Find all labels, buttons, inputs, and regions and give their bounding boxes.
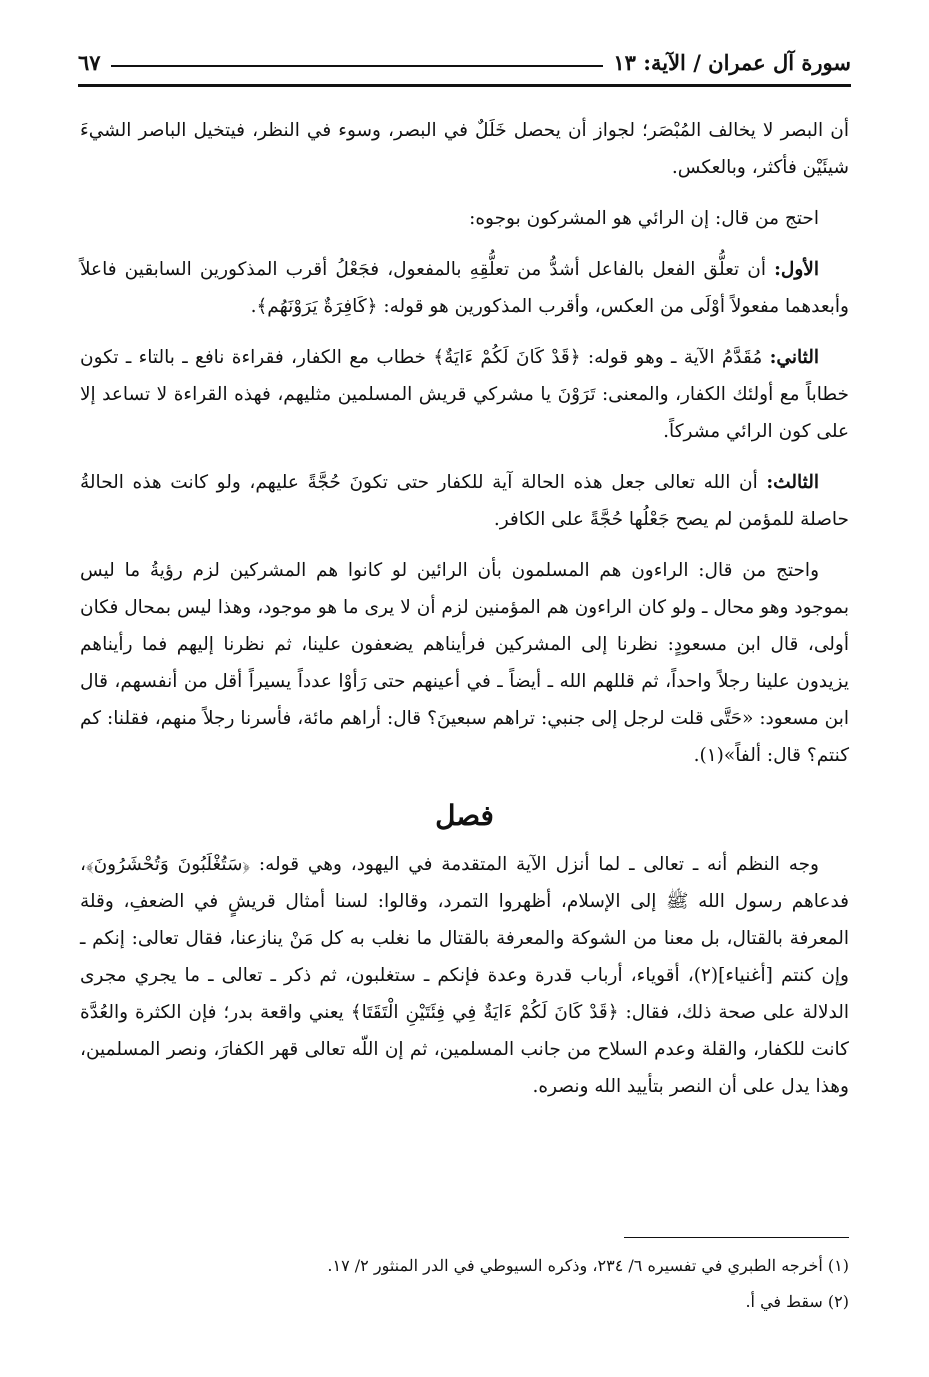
- section-heading: فصل: [435, 799, 494, 832]
- paragraph: واحتج من قال: الراءون هم المسلمون بأن الرائين لو كانوا هم المشركين لزم رؤيةُ ما ليس بموجود وهو محال ـ ولو كان الراءون هم المؤمنين لزم أن لا يرى ما هو موجود، وهذا ليس بمحال فكان أولى، قال ابن مسعودٍ: نظرنا إلى المشركين فرأيناهم يضعفون علينا، ثم نظرنا إليهم فما رأيناهم يزيدون علينا رجلاً واحداً، ثم قللهم الله ـ أيضاً ـ في أعينهم حتى رَأوْا عدداً يسيراً أقل من أنفسهم، قال ابن مسعود: «حَتَّى قلت لرجل إلى جنبي: تراهم سبعينَ؟ قال: أراهم مائة، فأسرنا رجلاً منهم، فقلنا: كم كنتم؟ قال: ألفاً»(١).: [80, 560, 849, 766]
- page-header: [78, 40, 851, 87]
- point-label: الثالث:: [766, 472, 819, 493]
- point-label: الأول:: [774, 259, 819, 280]
- footnote-separator: [624, 1237, 849, 1238]
- main-text: [80, 112, 849, 1119]
- point-label: الثاني:: [769, 347, 819, 368]
- paragraph: الثالث: أن الله تعالى جعل هذه الحالة آية للكفار حتى تكونَ حُجَّةً عليهم، ولو كانت هذه الحالةُ حاصلة للمؤمن لم يصح جَعْلُها حُجَّةً على الكافر.: [80, 472, 849, 530]
- page-number: ٦٧: [78, 49, 101, 75]
- footnote: (٢) سقط في أ.: [745, 1292, 849, 1311]
- section-paragraph: وجه النظم أنه ـ تعالى ـ لما أنزل الآية المتقدمة في اليهود، وهي قوله: ﴿سَتُغْلَبُونَ وَتُحْشَرُونَ﴾، فدعاهم رسول الله ﷺ إلى الإسلام، أظهروا التمرد، وقالوا: لسنا أمثال قريشٍ في الضعفِ، وقلة المعرفة بالقتال، بل معنا من الشوكة والمعرفة بالقتال ما نغلب به كل مَنْ ينازعنا، فقال تعالى: إنكم ـ وإن كنتم [أغنياء](٢)، أقوياء، أرباب قدرة وعدة فإنكم ـ ستغلبون، ثم ذكر ـ تعالى ـ ما يجري مجرى الدلالة على صحة ذلك، فقال: ﴿قَدْ كَانَ لَكُمْ ءَايَةٌ فِي فِئَتَيْنِ الْتَقَتَا﴾ يعني واقعة بدر؛ فإن الكثرة والعُدَّة كانت للكفار، والقلة وعدم السلاح من جانب المسلمين، ثم إن اللّه تعالى قهر الكفارَ، ونصر المسلمين، وهذا يدل على أن النصر بتأييد الله ونصره.: [80, 854, 849, 1097]
- paragraph: احتج من قال: إن الرائي هو المشركون بوجوه:: [469, 208, 819, 229]
- paragraph: الثاني: مُقَدَّمُ الآية ـ وهو قوله: ﴿قَدْ كَانَ لَكُمْ ءَايَةٌ﴾ خطاب مع الكفار، فقراءة نافع ـ بالتاء ـ تكون خطاباً مع أولئك الكفار، والمعنى: تَرَوْنَ يا مشركي قريش المسلمين مثليهم، فهذه القراءة لا تساعد إلا على كون الرائي مشركاً.: [80, 347, 849, 442]
- paragraph: أن البصر لا يخالف المُبْصَر؛ لجواز أن يحصل خَلَلٌ في البصر، وسوء في النظر، فيتخيل الباصر الشيءَ شيئَيْن فأكثر، وبالعكس.: [80, 120, 849, 178]
- paragraph: الأول: أن تعلُّق الفعل بالفاعل أشدُّ من تعلُّقِهِ بالمفعول، فجَعْلُ أقرب المذكورين السابقين فاعلاً وأبعدهما مفعولاً أوْلَى من العكس، وأقرب المذكورين هو قوله: ﴿كَافِرَةٌ يَرَوْنَهُم﴾.: [80, 259, 849, 317]
- header-rule: [111, 65, 604, 67]
- footnotes: [80, 1248, 849, 1320]
- footnote: (١) أخرجه الطبري في تفسيره ٦/ ٢٣٤، وذكره السيوطي في الدر المنثور ٢/ ١٧.: [327, 1256, 849, 1275]
- running-title: سورة آل عمران / الآية: ١٣: [613, 49, 851, 75]
